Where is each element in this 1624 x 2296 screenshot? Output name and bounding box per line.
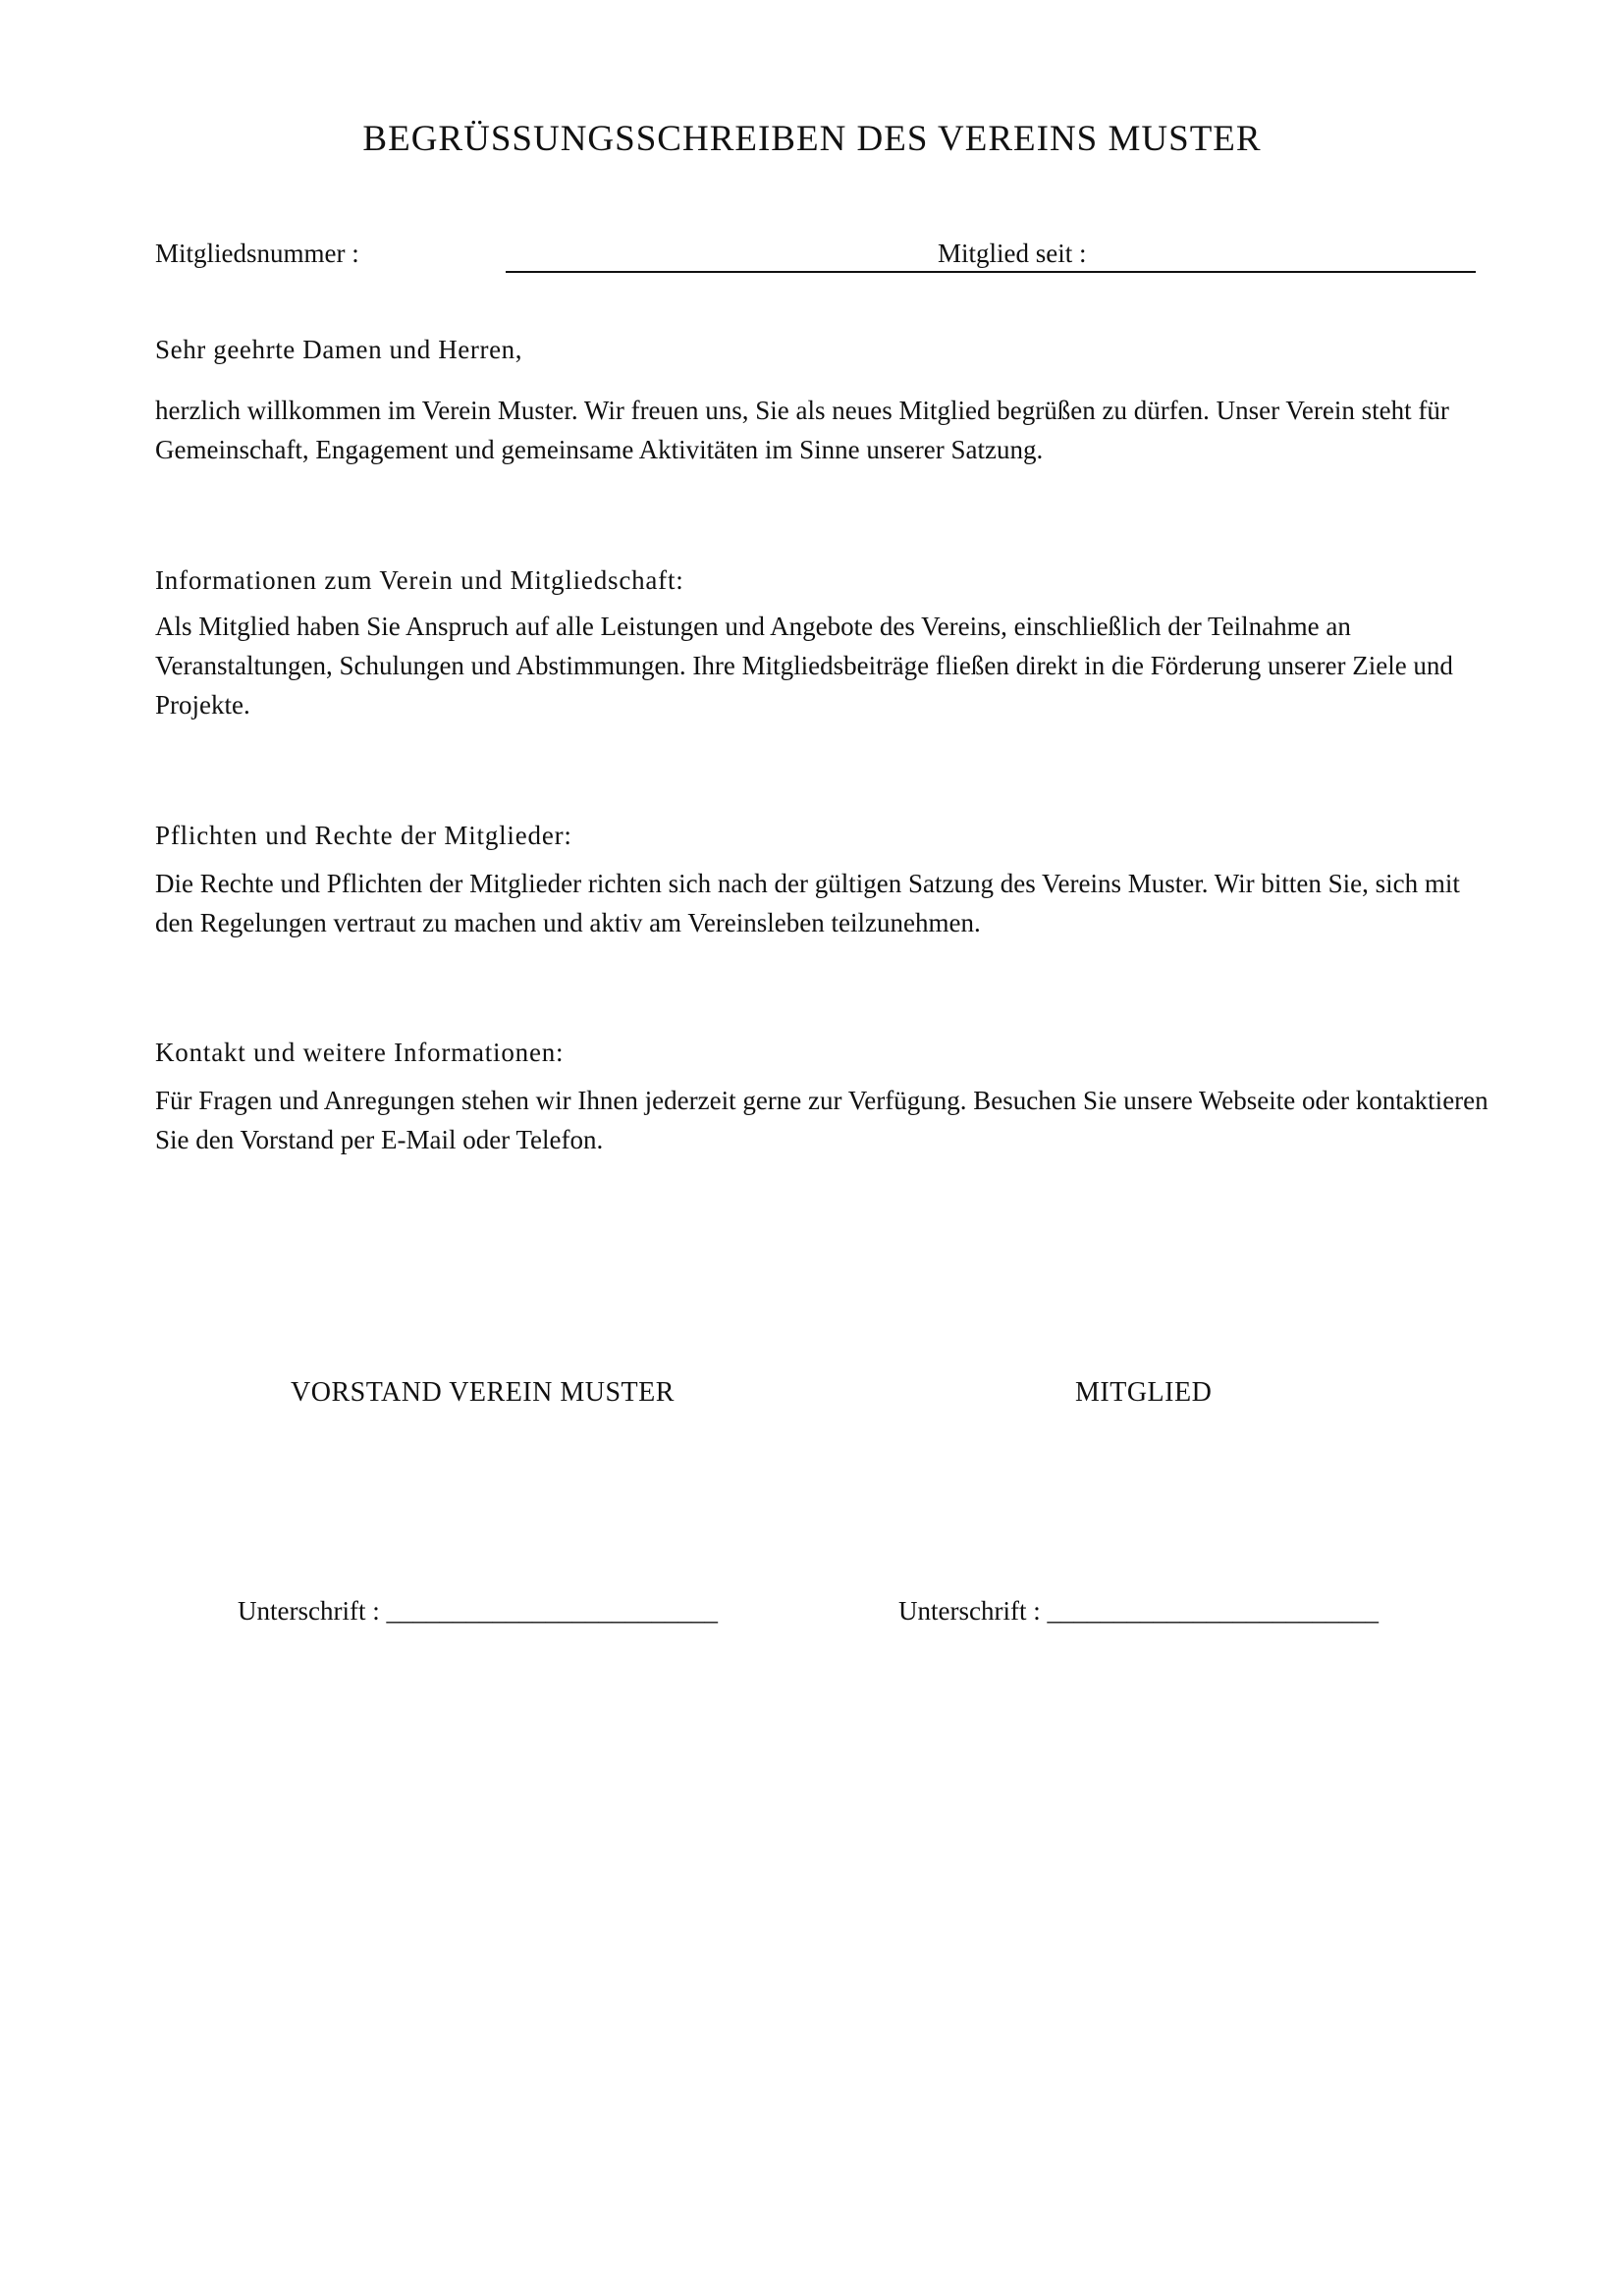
board-signature-line: Unterschrift : _________________________ [238,1596,718,1626]
member-fields-line [506,271,1476,273]
section-heading-duties: Pflichten und Rechte der Mitglieder: [155,821,572,850]
section-heading-info: Informationen zum Verein und Mitgliedschaft: [155,565,684,595]
salutation: Sehr geehrte Damen und Herren, [155,335,523,364]
document-title: BEGRÜSSUNGSSCHREIBEN DES VEREINS MUSTER [362,119,1262,159]
section-heading-contact: Kontakt und weitere Informationen: [155,1038,565,1067]
member-number-label: Mitgliedsnummer : [155,239,359,268]
board-signature-title: VORSTAND VEREIN MUSTER [291,1377,675,1408]
member-since-label: Mitglied seit : [934,239,1091,269]
section-body-contact: Für Fragen und Anregungen stehen wir Ihnen jederzeit gerne zur Verfügung. Besuchen Sie unsere Webseite oder kontaktieren Sie den Vorstand per E-Mail oder Telefon. [155,1086,1489,1154]
intro-paragraph: herzlich willkommen im Verein Muster. Wir freuen uns, Sie als neues Mitglied begrüßen zu dürfen. Unser Verein steht für Gemeinschaft, Engagement und gemeinsame Aktivitäten im Sinne unserer Satzung. [155,396,1449,464]
member-signature-line: Unterschrift : _________________________ [898,1596,1379,1626]
member-signature-title: MITGLIED [1075,1377,1213,1408]
section-body-info: Als Mitglied haben Sie Anspruch auf alle Leistungen und Angebote des Vereins, einschließlich der Teilnahme an Veranstaltungen, Schulungen und Abstimmungen. Ihre Mitgliedsbeiträge fließen direkt in die Förderung unserer Ziele und Projekte. [155,612,1453,720]
section-body-duties: Die Rechte und Pflichten der Mitglieder richten sich nach der gültigen Satzung des Vereins Muster. Wir bitten Sie, sich mit den Regelungen vertraut zu machen und aktiv am Vereinsleben teilzunehmen. [155,869,1460,937]
